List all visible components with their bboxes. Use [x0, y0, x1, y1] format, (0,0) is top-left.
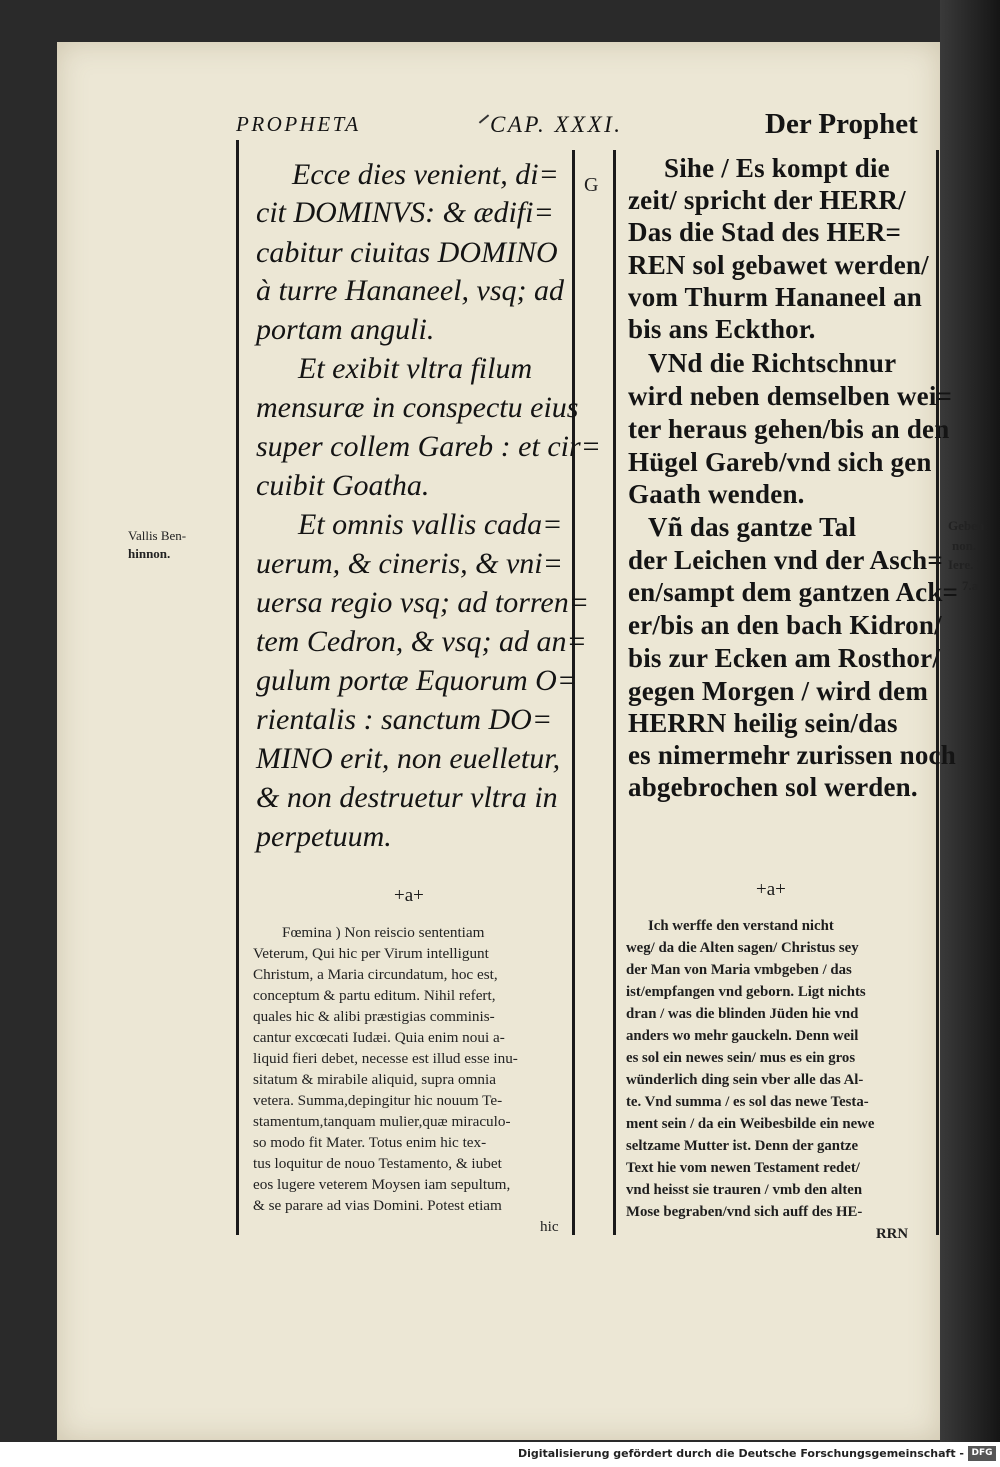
note-german-line: der Man von Maria vmbgeben / das — [626, 962, 852, 978]
german-line: es nimermehr zurissen noch — [628, 740, 956, 770]
german-line: Das die Stad des HER= — [628, 217, 902, 247]
note-german-line: weg/ da die Alten sagen/ Christus sey — [626, 940, 859, 956]
german-line: REN sol gebawet werden/ — [628, 250, 929, 280]
note-german-line: Mose begraben/vnd sich auff des HE- — [626, 1204, 863, 1220]
latin-line: perpetuum. — [256, 820, 392, 853]
note-marker-latin: +a+ — [394, 885, 424, 906]
latin-line: Et exibit vltra filum — [298, 352, 533, 385]
note-latin-line: hic — [540, 1218, 559, 1235]
latin-line: Ecce dies venient, di= — [292, 158, 559, 191]
german-line: ter heraus gehen/bis an den — [628, 414, 950, 444]
german-line: Sihe / Es kompt die — [664, 153, 890, 183]
german-line: VNd die Richtschnur — [648, 348, 897, 378]
footer-bar — [0, 1442, 1000, 1467]
latin-line: Et omnis vallis cada= — [298, 508, 563, 541]
german-line: abgebrochen sol werden. — [628, 772, 918, 802]
note-german-line: RRN — [876, 1226, 909, 1242]
dfg-logo: DFG — [968, 1446, 996, 1461]
german-line: gegen Morgen / wird dem — [628, 676, 929, 706]
latin-line: tem Cedron, & vsq; ad an= — [256, 625, 587, 658]
note-german-line: te. Vnd summa / es sol das newe Testa- — [626, 1094, 869, 1110]
note-german-line: ist/empfangen vnd geborn. Ligt nichts — [626, 984, 866, 1000]
latin-line: cabitur ciuitas DOMINO — [256, 236, 558, 269]
side-mark: G — [584, 174, 599, 196]
latin-line: uerum, & cineris, & vni= — [256, 547, 563, 580]
german-line: Vñ das gantze Tal — [648, 512, 857, 542]
margin-note-right: Iere. I — [948, 557, 982, 572]
latin-line: gulum portæ Equorum O= — [256, 664, 578, 697]
running-head-chapter: CAP. XXXI. — [490, 112, 623, 137]
note-german-line: Ich werffe den verstand nicht — [648, 918, 834, 934]
note-latin-line: so modo fit Mater. Totus enim hic tex- — [253, 1134, 487, 1151]
latin-line: cuibit Goatha. — [256, 469, 430, 502]
note-latin-line: tus loquitur de nouo Testamento, & iubet — [253, 1155, 502, 1172]
note-latin-line: liquid fieri debet, necesse est illud esse inu- — [253, 1050, 518, 1067]
margin-note-right: Geben — [948, 518, 985, 533]
german-line: bis ans Eckthor. — [628, 314, 816, 344]
latin-line: mensuræ in conspectu eius — [256, 391, 579, 424]
column-rule-left — [236, 140, 239, 1235]
latin-line: rientalis : sanctum DO= — [256, 703, 553, 736]
running-head-latin: PROPHETA — [236, 112, 361, 136]
note-latin-line: cantur excœcati Iudæi. Quia enim noui a- — [253, 1029, 505, 1046]
latin-line: portam anguli. — [256, 313, 435, 346]
german-line: bis zur Ecken am Rosthor/ — [628, 643, 941, 673]
margin-note-left: hinnon. — [128, 546, 171, 561]
latin-line: & non destruetur vltra in — [256, 781, 558, 814]
note-latin-line: vetera. Summa,depingitur hic nouum Te- — [253, 1092, 503, 1109]
note-latin-line: Fœmina ) Non reiscio sententiam — [282, 924, 485, 941]
note-latin-line: eos lugere veterem Moysen iam sepultum, — [253, 1176, 511, 1193]
note-latin-line: quales hic & alibi præstigias comminis- — [253, 1008, 495, 1025]
footer-credit: Digitalisierung gefördert durch die Deutsche Forschungsgemeinschaft - — [517, 1447, 964, 1460]
margin-note-right: 7.a — [962, 578, 979, 593]
margin-note-right: non. — [952, 538, 977, 553]
margin-note-left: Vallis Ben- — [128, 528, 187, 543]
running-head-german: Der Prophet — [765, 108, 918, 140]
column-rule-right — [936, 150, 939, 1235]
german-line: Gaath wenden. — [628, 479, 805, 509]
note-german-line: vnd heisst sie trauren / vmb den alten — [626, 1182, 863, 1198]
note-german-line: dran / was die blinden Jüden hie vnd — [626, 1006, 859, 1022]
note-german-line: ment sein / da ein Weibesbilde ein newe — [626, 1116, 875, 1132]
german-line: HERRN heilig sein/das — [628, 708, 898, 738]
german-line: vom Thurm Hananeel an — [628, 282, 922, 312]
note-german-line: anders wo mehr gauckeln. Denn weil — [626, 1028, 859, 1044]
german-line: zeit/ spricht der HERR/ — [628, 185, 906, 215]
note-german-line: seltzame Mutter ist. Denn der gantze — [626, 1138, 859, 1154]
note-latin-line: & se parare ad vias Domini. Potest etiam — [253, 1197, 502, 1214]
german-line: der Leichen vnd der Asch= — [628, 545, 943, 575]
latin-line: uersa regio vsq; ad torren= — [256, 586, 589, 619]
latin-line: super collem Gareb : et cir= — [256, 430, 601, 463]
note-german-line: Text hie vom newen Testament redet/ — [626, 1160, 860, 1176]
note-latin-line: Veterum, Qui hic per Virum intelligunt — [253, 945, 489, 962]
note-latin-line: stamentum,tanquam mulier,quæ miraculo- — [253, 1113, 511, 1130]
german-line: Hügel Gareb/vnd sich gen — [628, 447, 932, 477]
note-marker-german: +a+ — [756, 879, 786, 900]
latin-line: MINO erit, non euelletur, — [256, 742, 561, 775]
note-latin-line: conceptum & partu editum. Nihil refert, — [253, 987, 496, 1004]
note-latin-line: sitatum & mirabile aliquid, supra omnia — [253, 1071, 496, 1088]
note-german-line: es sol ein newes sein/ mus es ein gros — [626, 1050, 856, 1066]
german-line: wird neben demselben wei= — [628, 381, 953, 411]
note-latin-line: Christum, a Maria circundatum, hoc est, — [253, 966, 498, 983]
german-line: er/bis an den bach Kidron/ — [628, 610, 942, 640]
page-edge — [940, 0, 1000, 1442]
note-german-line: wünderlich ding sein vber alle das Al- — [626, 1072, 864, 1088]
latin-line: à turre Hananeel, vsq; ad — [256, 274, 564, 307]
german-line: en/sampt dem gantzen Ack= — [628, 577, 959, 607]
column-rule-middle-right — [613, 150, 616, 1235]
latin-line: cit DOMINVS: & ædifi= — [256, 196, 554, 229]
